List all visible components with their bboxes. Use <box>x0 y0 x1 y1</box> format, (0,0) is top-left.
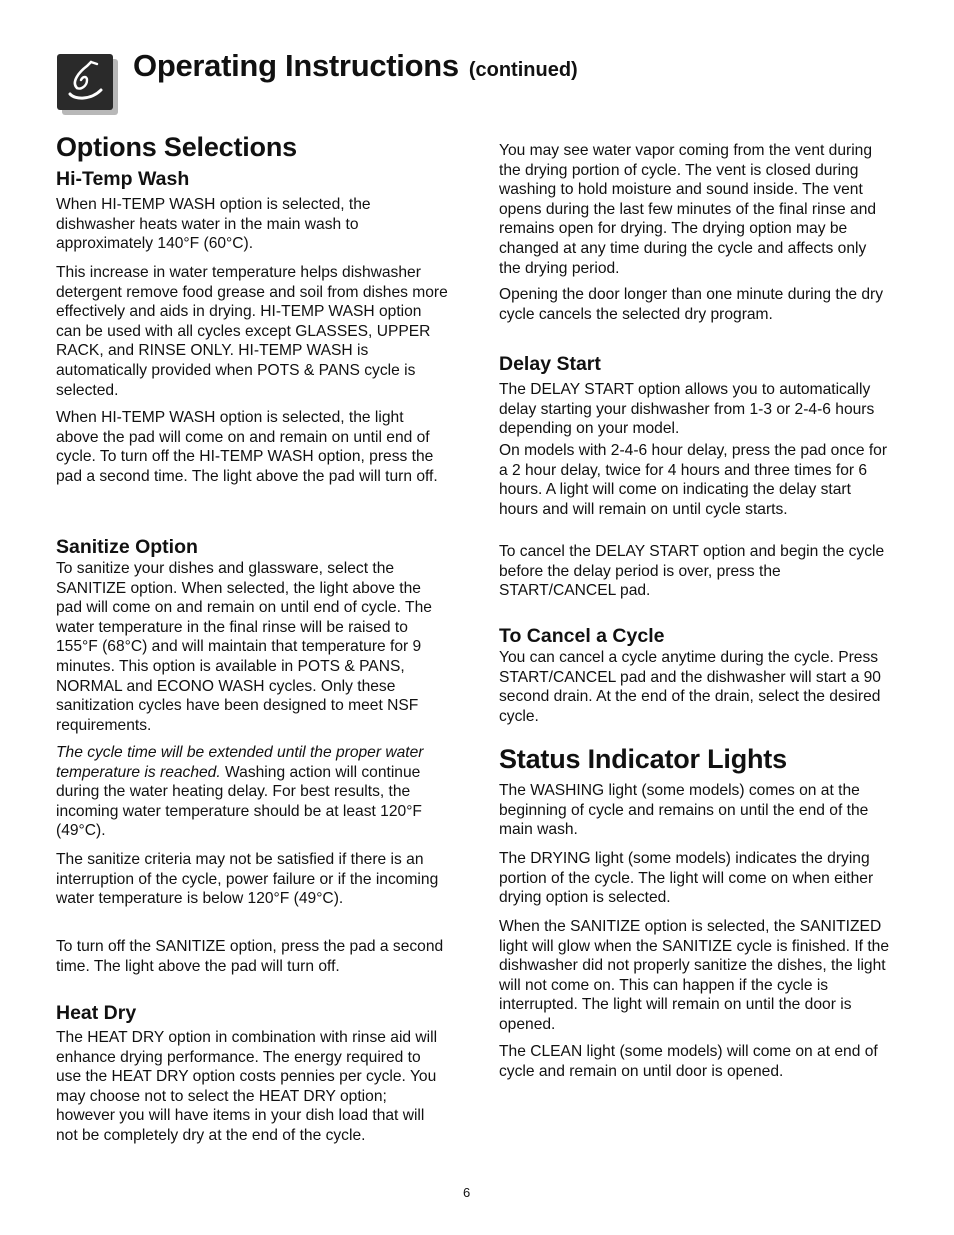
heat-dry-heading: Heat Dry <box>56 1002 137 1024</box>
delay-start-heading: Delay Start <box>499 353 601 375</box>
options-selections-title: Options Selections <box>56 132 297 162</box>
hand-pointing-icon <box>57 54 113 110</box>
status-indicator-title: Status Indicator Lights <box>499 744 787 774</box>
delay-p3: To cancel the DELAY START option and begin the cycle before the delay period is over, press the START/CANCEL pad. <box>499 543 885 600</box>
sanitize-p4: To turn off the SANITIZE option, press the pad a second time. The light above the pad will turn off. <box>56 938 444 975</box>
status-p2: The DRYING light (some models) indicates the drying portion of the cycle. The light will come on when either drying option is selected. <box>499 850 874 907</box>
vapor-p1: You may see water vapor coming from the vent during the drying portion of cycle. The vent is closed during washing to hold moisture and sound inside. The vent opens during the last few minutes of the final rinse and remains open for drying. The drying option may be changed at any time during the cycle and affects only the drying period. <box>499 142 877 277</box>
sanitize-p2-rest: Washing action will continue during the water heating delay. For best results, the incoming water temperature should be at least 120°F (49°C). <box>56 763 422 840</box>
hi-temp-p3: When HI-TEMP WASH option is selected, the light above the pad will come on and remain on until end of cycle. To turn off the HI-TEMP WASH option, press the pad a second time. The light above the pad will turn off. <box>56 409 438 485</box>
sanitize-option-heading: Sanitize Option <box>56 536 198 558</box>
cancel-p1: You can cancel a cycle anytime during the cycle. Press START/CANCEL pad and the dishwasher will start a 90 second drain. At the end of the drain, select the desired cycle. <box>499 649 881 725</box>
sanitize-p1: To sanitize your dishes and glassware, select the SANITIZE option. When selected, the light above the pad will come on and remain on until end of cycle. The water temperature in the final rinse will be raised to 155°F (68°C) and will maintain that temperature for 9 minutes. This option is available in POTS & PANS, NORMAL and ECONO WASH cycles. Only these sanitization cycles have been designed to meet NSF requirements. <box>56 560 432 734</box>
sanitize-p3: The sanitize criteria may not be satisfied if there is an interruption of the cycle, power failure or if the incoming water temperature is below 120°F (49°C). <box>56 851 439 908</box>
delay-p1: The DELAY START option allows you to automatically delay starting your dishwasher from 1-3 or 2-4-6 hours depending on your model. <box>499 381 875 438</box>
page-number: 6 <box>463 1185 471 1200</box>
status-p4: The CLEAN light (some models) will come on at end of cycle and remain on until door is opened. <box>499 1043 878 1080</box>
heat-dry-p1: The HEAT DRY option in combination with rinse aid will enhance drying performance. The energy required to use the HEAT DRY option costs pennies per cycle. You may choose not to select the HEAT DRY option; however you will have items in your dish load that will not be completely dry at the end of the cycle. <box>56 1029 438 1144</box>
hi-temp-wash-heading: Hi-Temp Wash <box>56 168 190 190</box>
status-p1: The WASHING light (some models) comes on at the beginning of cycle and remains on until the end of the main wash. <box>499 782 869 839</box>
status-p3: When the SANITIZE option is selected, the SANITIZED light will glow when the SANITIZE cycle is finished. If the dishwasher did not properly sanitize the dishes, the light will not come on. This can happen if the cycle is interrupted. The light will remain on until the door is opened. <box>499 918 890 1033</box>
page-title: Operating Instructions (continued) <box>133 48 578 83</box>
vapor-p2: Opening the door longer than one minute during the dry cycle cancels the selected dry program. <box>499 286 884 323</box>
sanitize-p2-italic: The cycle time will be extended until the proper water temperature is reached. <box>56 744 424 781</box>
hi-temp-p2: This increase in water temperature helps dishwasher detergent remove food grease and soil from dishes more effectively and aids in drying. HI-TEMP WASH option can be used with all cycles except GLASSES, UPPER RACK, and RINSE ONLY. HI-TEMP WASH is automatically provided when POTS & PANS cycle is selected. <box>56 264 448 399</box>
hi-temp-p1: When HI-TEMP WASH option is selected, the dishwasher heats water in the main wash to approximately 140°F (60°C). <box>56 196 371 253</box>
delay-p2: On models with 2-4-6 hour delay, press the pad once for a 2 hour delay, twice for 4 hours and three times for 6 hours. A light will come on indicating the delay start hours and will remain on until cycle starts. <box>499 442 888 518</box>
sanitize-p2 <box>56 743 448 841</box>
cancel-cycle-heading: To Cancel a Cycle <box>499 625 665 647</box>
page-header <box>57 50 917 122</box>
title-continued: (continued) <box>468 59 578 81</box>
